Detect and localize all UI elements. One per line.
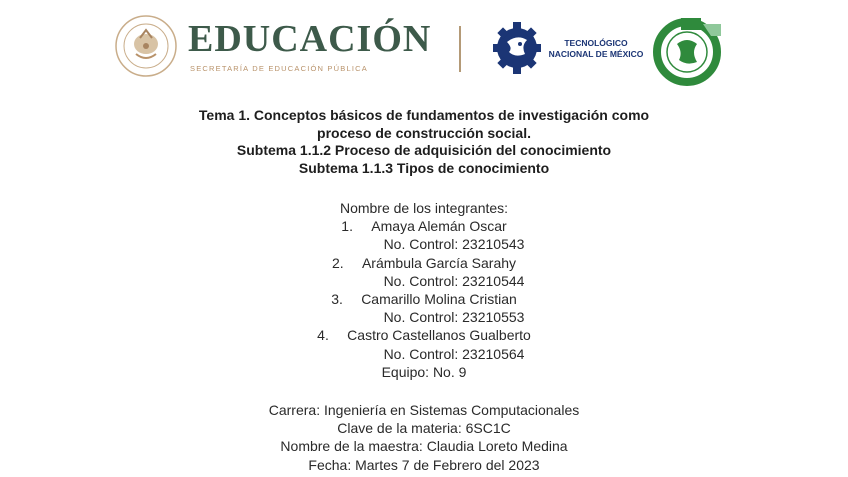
members-heading: Nombre de los integrantes: (339, 200, 509, 216)
tecnm-line2: NACIONAL DE MÉXICO (548, 49, 644, 60)
member-control: No. Control: 23210544 (383, 272, 525, 289)
subject-key: Clave de la materia: 6SC1C (337, 420, 511, 437)
member-control: No. Control: 23210553 (383, 309, 525, 326)
subtopic-1-1-2: Subtema 1.1.2 Proceso de adquisición del conocimiento (236, 142, 612, 158)
document-titles (0, 107, 848, 177)
tecnm-name (546, 38, 646, 61)
document-footer (0, 401, 848, 474)
list-item (0, 254, 848, 272)
member-number: 2. (331, 254, 344, 271)
member-name: Amaya Alemán Oscar (371, 218, 507, 235)
list-item (0, 326, 848, 344)
member-name: Arámbula García Sarahy (361, 254, 517, 271)
topic-title-line2: proceso de construcción social. (317, 124, 531, 141)
member-control: No. Control: 23210564 (383, 345, 525, 362)
member-number: 3. (331, 291, 343, 308)
brand-title: EDUCACIÓN (188, 18, 432, 60)
document-header (0, 0, 848, 92)
header-divider (459, 26, 461, 72)
mexican-seal-icon (114, 14, 178, 78)
tecnm-gear-logo-icon (493, 18, 541, 78)
career: Carrera: Ingeniería en Sistemas Computacionales (268, 402, 580, 418)
member-name: Castro Castellanos Gualberto (347, 327, 531, 344)
brand-subtitle: SECRETARÍA DE EDUCACIÓN PÚBLICA (190, 64, 368, 73)
topic-title-line1: Tema 1. Conceptos básicos de fundamentos de investigación como (198, 107, 650, 123)
tecnm-line1: TECNOLÓGICO (564, 38, 628, 48)
teacher-name: Nombre de la maestra: Claudia Loreto Medina (280, 438, 568, 455)
itt-tijuana-logo-icon (651, 14, 727, 86)
member-control: No. Control: 23210543 (383, 236, 525, 253)
team-number: Equipo: No. 9 (381, 363, 467, 380)
member-name: Camarillo Molina Cristian (361, 291, 517, 308)
date: Fecha: Martes 7 de Febrero del 2023 (308, 456, 540, 473)
member-number: 4. (317, 327, 329, 344)
list-item (0, 290, 848, 308)
list-item (0, 217, 848, 235)
members-section (0, 199, 848, 381)
subtopic-1-1-3: Subtema 1.1.3 Tipos de conocimiento (298, 159, 550, 176)
member-number: 1. (341, 218, 353, 235)
